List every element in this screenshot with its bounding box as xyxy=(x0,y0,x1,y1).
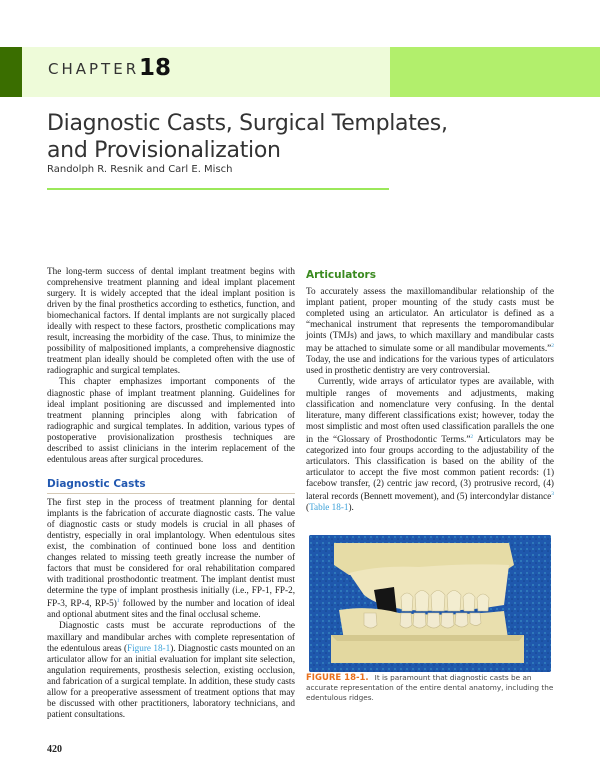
diagnostic-casts-paragraph-2 xyxy=(47,620,295,719)
text-run: ( xyxy=(306,502,310,513)
citation-2b[interactable]: 2 xyxy=(470,433,474,440)
title-divider xyxy=(47,188,389,190)
text-run: To accurately assess the maxillomandibular relationship of the implant patient, proper mounting of the study casts must be completed using an articulator. An articulator is defined as a “mechanical instrument that represents the temporomandibular joints (TMJs) and jaws, to which maxillary and mandibular casts may be attached to simulate some or all mandibular movements.” xyxy=(306,286,554,354)
text-run: The first step in the process of treatment planning for dental implants is the fabrication of accurate diagnostic casts. The value of diagnostic casts or study models is crucial in all phases of dentistry, especially in oral implantology. When edentulous sites exist, the combination of continued bone loss and dentition changes related to missing teeth greatly increase the number of factors that must be considered for oral rehabilitation compared with traditional prosthodontic treatment. The implant dentist must determine the type of implant prosthesis initially (i.e., FP-1, FP-2, FP-3, RP-4, RP-5) xyxy=(47,496,295,609)
text-run: Currently, wide arrays of articulator types are available, with multiple ranges of movements and adjustments, making classification and nomenclature very confusing. In the dental literature, many different classifications exist; however, today the most simplistic and most often used classification parallels the one in the “Glossary of Prosthodontic Terms.” xyxy=(306,376,554,444)
section-heading-diagnostic-casts: Diagnostic Casts xyxy=(47,479,295,494)
chapter-tab-marker xyxy=(0,47,22,97)
chapter-number: 18 xyxy=(139,55,172,81)
articulators-paragraph-2 xyxy=(306,376,554,513)
left-column xyxy=(47,266,295,720)
figure-caption xyxy=(306,673,554,703)
citation-3[interactable]: 3 xyxy=(551,491,554,498)
figure-18-1-photo xyxy=(309,535,551,672)
figure-caption-text: It is paramount that diagnostic casts be an accurate representation of the entire dental anatomy, including the edentulous ridges. xyxy=(306,673,554,702)
chapter-title-line2: and Provisionalization xyxy=(47,138,281,163)
text-run: ). xyxy=(348,502,354,513)
section-heading-articulators: Articulators xyxy=(306,269,376,281)
text-run: followed by the number and location of ideal and optional abutment sites and the final occlusal scheme. xyxy=(47,598,295,620)
figure-label: FIGURE 18-1. xyxy=(306,673,369,683)
text-run: ). Diagnostic casts mounted on an articulator allow for an initial evaluation for implant site selection, angulation requirements, prosthesis selection, existing occlusion, and fabrication of a surgical template. In addition, these study casts allow for a preoperative assessment of treatment options that may be discussed with other practitioners, laboratory technicians, and patient consultations. xyxy=(47,642,295,719)
articulators-paragraph-1 xyxy=(306,286,554,376)
text-run: Articulators may be categorized into four groups according to the adjustability of the articulators. This classification is based on the ability of the articulator to accept the five most common patient records: (1) facebow transfer, (2) centric jaw record, (3) protrusive record, (4) lateral records (Bennett movement), and (5) intercondylar distance xyxy=(306,433,554,502)
text-run: Diagnostic casts must be accurate reproductions of the maxillary and mandibular arches with complete representation of the edentulous areas ( xyxy=(47,620,295,653)
figure-18-1-link[interactable]: Figure 18-1 xyxy=(127,642,171,653)
chapter-banner xyxy=(0,47,600,97)
banner-accent-block xyxy=(390,47,600,97)
chapter-label: CHAPTER xyxy=(48,60,140,78)
page-number: 420 xyxy=(47,744,62,755)
table-18-1-link[interactable]: Table 18-1 xyxy=(309,502,349,513)
intro-paragraph-1: The long-term success of dental implant treatment begins with comprehensive treatment planning and ideal implant placement surgery. It is widely accepted that the ideal implant position is driven by the final prosthetics according to esthetics, function, and biomechanical factors. If dental implants are not surgically placed ideally with respect to these factors, prosthetic complications may result, increasing the morbidity of the case. Thus, to minimize the possibility of malpositioned implants, a comprehensive diagnostic treatment plan ideally should be completed often with the use of radiographic and surgical templates. xyxy=(47,266,295,376)
dental-casts-illustration xyxy=(309,535,551,672)
chapter-title-line1: Diagnostic Casts, Surgical Templates, xyxy=(47,111,448,136)
citation-1[interactable]: 1 xyxy=(116,598,120,605)
citation-2[interactable]: 2 xyxy=(551,343,554,350)
diagnostic-casts-paragraph-1 xyxy=(47,497,295,621)
chapter-authors: Randolph R. Resnik and Carl E. Misch xyxy=(47,164,233,175)
right-column xyxy=(306,270,554,513)
intro-paragraph-2: This chapter emphasizes important components of the diagnostic phase of implant treatment planning. Guidelines for ideal implant positioning are discussed and implemented into treatment planning principles along with fabrication of radiographic and surgical templates. In addition, various types of postoperative provisionalization prosthesis techniques are described to assist clinicians in the interim replacement of the edentulous areas after surgical procedures. xyxy=(47,376,295,464)
text-run: Today, the use and indications for the various types of articulators used in prosthetic dentistry are very controversial. xyxy=(306,354,554,376)
chapter-title xyxy=(47,110,467,164)
